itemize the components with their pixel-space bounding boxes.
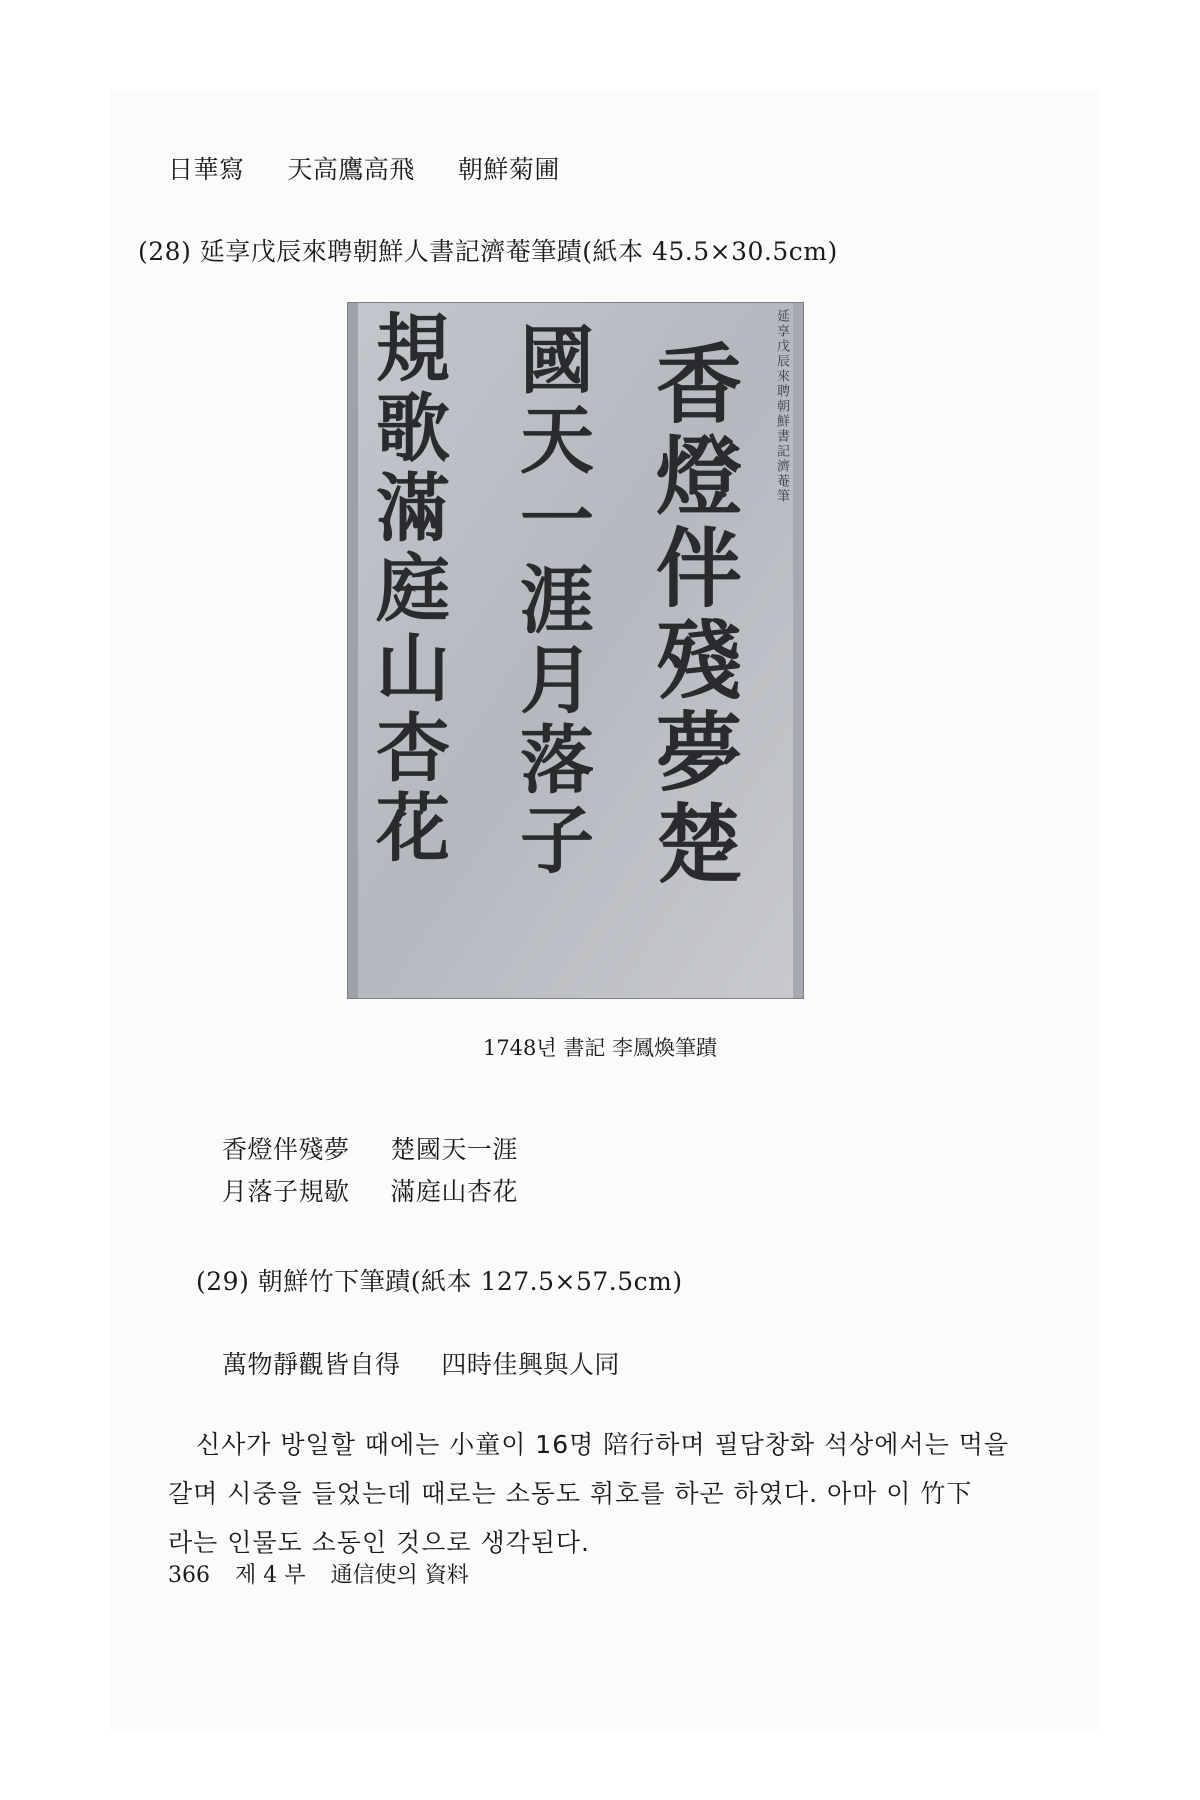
poem-line-2b: 滿庭山杏花 — [390, 1177, 518, 1206]
top-verse-a: 日華寫 — [168, 155, 245, 184]
page-number: 366 — [168, 1563, 210, 1588]
poem-line-2a: 月落子規歇 — [222, 1177, 350, 1206]
item28-heading: (28) 延享戊辰來聘朝鮮人書記濟菴筆蹟(紙本 45.5×30.5cm) — [138, 237, 838, 266]
calligraphy-column-1: 香燈伴殘夢楚 — [641, 339, 742, 891]
item29-verse — [222, 1345, 620, 1381]
top-verse-c: 朝鮮菊圃 — [457, 155, 560, 184]
calligraphy-column-3: 規歌滿庭山杏花 — [364, 309, 450, 869]
paragraph-line-1: 신사가 방일할 때에는 小童이 16명 陪行하며 필담창화 석상에서는 먹을 — [196, 1430, 1009, 1459]
body-paragraph — [168, 1420, 1078, 1567]
paragraph-line-2: 갈며 시중을 들었는데 때로는 소동도 휘호를 하곤 하였다. 아마 이 竹下 — [168, 1479, 973, 1508]
part-label: 제 4 부 — [235, 1563, 306, 1588]
page-footer — [168, 1558, 487, 1589]
item29-heading: (29) 朝鮮竹下筆蹟(紙本 127.5×57.5cm) — [196, 1267, 683, 1296]
item29-verse-a: 萬物靜觀皆自得 — [222, 1350, 401, 1379]
side-inscription: 延享戊辰來聘朝鮮書記濟菴筆 — [774, 309, 789, 504]
poem-line-1b: 楚國天一涯 — [390, 1135, 518, 1164]
calligraphy-column-2: 國天一涯月落子 — [508, 321, 594, 881]
top-verse-line — [168, 150, 560, 186]
item29-verse-b: 四時佳興與人同 — [441, 1350, 620, 1379]
poem-line-2 — [222, 1172, 518, 1208]
footer-title: 通信使의 資料 — [330, 1563, 469, 1588]
paragraph-line-3: 라는 인물도 소동인 것으로 생각된다. — [168, 1528, 590, 1557]
poem-line-1 — [222, 1130, 518, 1166]
photo-caption: 1748년 書記 李鳳煥筆蹟 — [482, 1036, 718, 1060]
top-verse-b: 天高鷹高飛 — [287, 155, 415, 184]
calligraphy-photo — [347, 302, 804, 999]
poem-line-1a: 香燈伴殘夢 — [222, 1135, 350, 1164]
